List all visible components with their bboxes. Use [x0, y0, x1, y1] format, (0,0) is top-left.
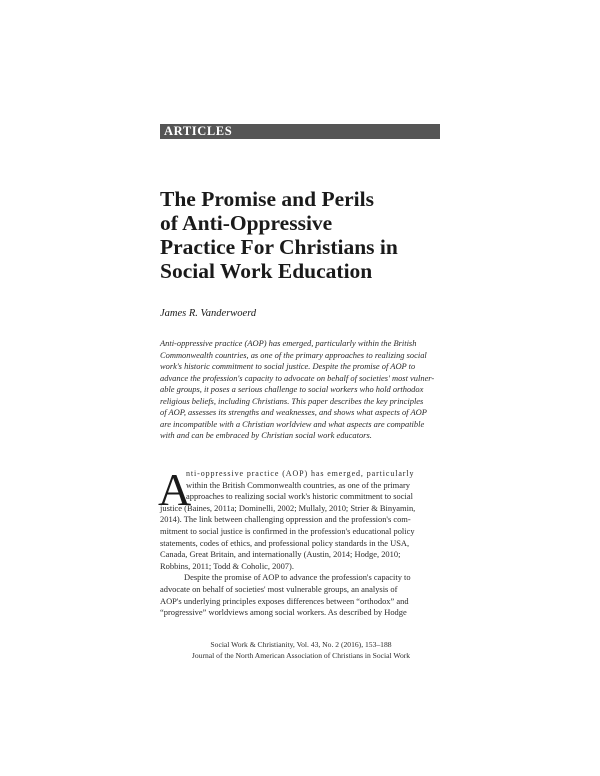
title-line: Social Work Education [160, 259, 373, 283]
abstract-line: able groups, it poses a serious challenge to social workers who hold orthodox [160, 384, 424, 395]
body-line: Despite the promise of AOP to advance the profession's capacity to [184, 572, 411, 583]
drop-cap: A [158, 464, 192, 515]
body-line: Canada, Great Britain, and internationally (Austin, 2014; Hodge, 2010; [160, 549, 401, 560]
abstract-line: Commonwealth countries, as one of the primary approaches to realizing social [160, 349, 427, 360]
citation-line: Social Work & Christianity, Vol. 43, No. 2 (2016), 153–188 [210, 640, 392, 649]
abstract-line: of AOP, assesses its strengths and weaknesses, and shows what aspects of AOP [160, 407, 427, 418]
abstract-line: religious beliefs, including Christians. This paper describes the key principles [160, 395, 424, 406]
abstract-line: advance the profession's capacity to advocate on behalf of societies' most vulner- [160, 372, 435, 383]
abstract-line: Anti-oppressive practice (AOP) has emerged, particularly within the British [160, 338, 417, 348]
body-line: Robbins, 2011; Todd & Coholic, 2007). [160, 560, 294, 571]
abstract-line: work's historic commitment to social justice. Despite the promise of AOP to [160, 361, 416, 372]
abstract-line: with and can be embraced by Christian social work educators. [160, 430, 372, 441]
author-name: James R. Vanderwoerd [160, 308, 257, 319]
journal-footer [160, 640, 442, 661]
body-line: within the British Commonwealth countries, as one of the primary [186, 479, 411, 490]
abstract-line: are incompatible with a Christian worldview and what aspects are compatible [160, 418, 425, 429]
body-line: AOP's underlying principles exposes differences between “orthodox” and [160, 595, 409, 606]
body-line: 2014). The link between challenging oppression and the profession's com- [160, 514, 411, 525]
body-line: mitment to social justice is confirmed in the profession's educational policy [160, 525, 415, 536]
journal-name: Journal of the North American Association of Christians in Social Work [191, 650, 411, 660]
title-line: of Anti-Oppressive [160, 211, 333, 235]
body-text [158, 464, 442, 619]
section-label: ARTICLES [164, 124, 233, 138]
body-line: advocate on behalf of societies' most vulnerable groups, an analysis of [160, 583, 398, 594]
body-line: approaches to realizing social work's historic commitment to social [186, 491, 413, 502]
title-line: Practice For Christians in [160, 235, 398, 259]
body-line: “progressive” worldviews among social workers. As described by Hodge [160, 607, 407, 618]
article-title [160, 187, 460, 283]
title-line: The Promise and Perils [160, 187, 374, 211]
abstract [160, 338, 442, 442]
body-first-line: nti-oppressive practice (AOP) has emerged, particularly [186, 469, 415, 478]
body-line: statements, codes of ethics, and professional policy standards in the USA, [160, 537, 410, 548]
body-line: justice (Baines, 2011a; Dominelli, 2002; Mullaly, 2010; Strier & Binyamin, [160, 502, 416, 513]
